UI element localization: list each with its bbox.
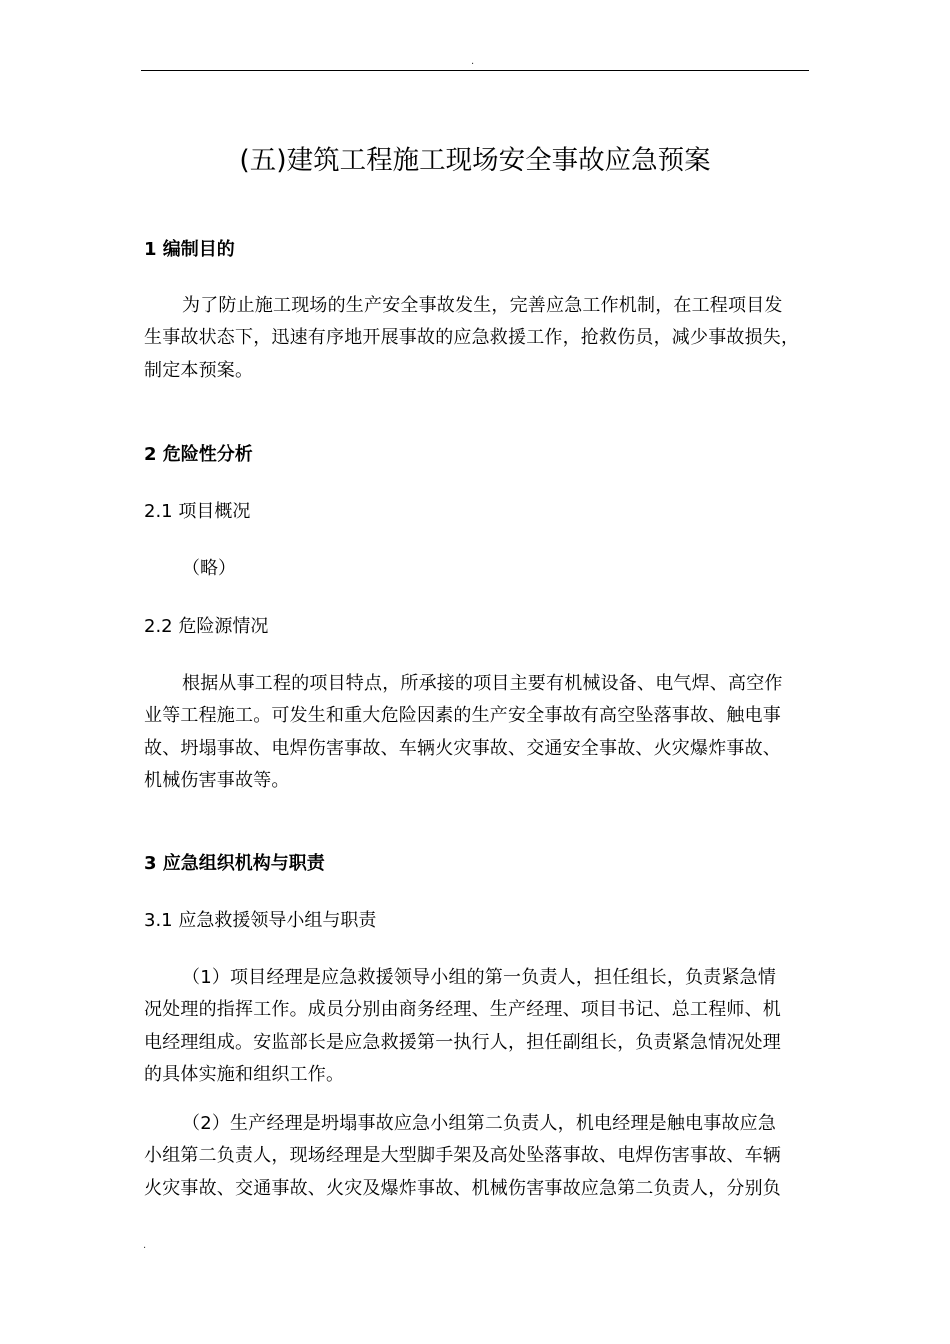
- paragraph-line: 生事故状态下，迅速有序地开展事故的应急救援工作，抢救伤员，减少事故损失，: [144, 327, 800, 349]
- section-2-1-heading: 2.1 项目概况: [144, 501, 251, 522]
- section-3-1-heading: 3.1 应急救援领导小组与职责: [144, 910, 377, 931]
- paragraph-line: （2）生产经理是坍塌事故应急小组第二负责人，机电经理是触电事故应急: [182, 1113, 777, 1134]
- paragraph-line: 业等工程施工。可发生和重大危险因素的生产安全事故有高空坠落事故、触电事: [144, 705, 781, 727]
- paragraph-line: 故、坍塌事故、电焊伤害事故、车辆火灾事故、交通安全事故、火灾爆炸事故、: [144, 737, 781, 759]
- paragraph-line: 根据从事工程的项目特点，所承接的项目主要有机械设备、电气焊、高空作: [182, 673, 783, 694]
- section-1-paragraph: [144, 290, 810, 387]
- section-3-1-paragraph-1: [144, 962, 810, 1092]
- header-dot: .: [471, 56, 475, 67]
- paragraph-line: 制定本预案。: [144, 359, 254, 381]
- paragraph-line: 况处理的指挥工作。成员分别由商务经理、生产经理、项目书记、总工程师、机: [144, 999, 781, 1021]
- section-1-heading: 1 编制目的: [144, 239, 235, 260]
- paragraph-line: 小组第二负责人，现场经理是大型脚手架及高处坠落事故、电焊伤害事故、车辆: [144, 1145, 781, 1167]
- section-3-heading: 3 应急组织机构与职责: [144, 853, 325, 874]
- header-rule: [141, 70, 809, 71]
- section-2-2-heading: 2.2 危险源情况: [144, 616, 269, 637]
- paragraph-line: 的具体实施和组织工作。: [144, 1064, 345, 1086]
- document-title: (五)建筑工程施工现场安全事故应急预案: [239, 145, 711, 176]
- paragraph-line: 火灾事故、交通事故、火灾及爆炸事故、机械伤害事故应急第二负责人，分别负: [144, 1177, 781, 1199]
- section-3-1-paragraph-2: [144, 1108, 810, 1205]
- paragraph-line: （1）项目经理是应急救援领导小组的第一负责人，担任组长，负责紧急情: [182, 967, 777, 988]
- section-2-heading: 2 危险性分析: [144, 444, 253, 465]
- paragraph-line: 为了防止施工现场的生产安全事故发生，完善应急工作机制，在工程项目发: [182, 295, 783, 316]
- footer-dot: .: [143, 1240, 147, 1251]
- section-2-2-paragraph: [144, 668, 810, 798]
- paragraph-line: 机械伤害事故等。: [144, 770, 290, 792]
- section-2-1-body: （略）: [182, 558, 236, 579]
- paragraph-line: 电经理组成。安监部长是应急救援第一执行人，担任副组长，负责紧急情况处理: [144, 1031, 781, 1053]
